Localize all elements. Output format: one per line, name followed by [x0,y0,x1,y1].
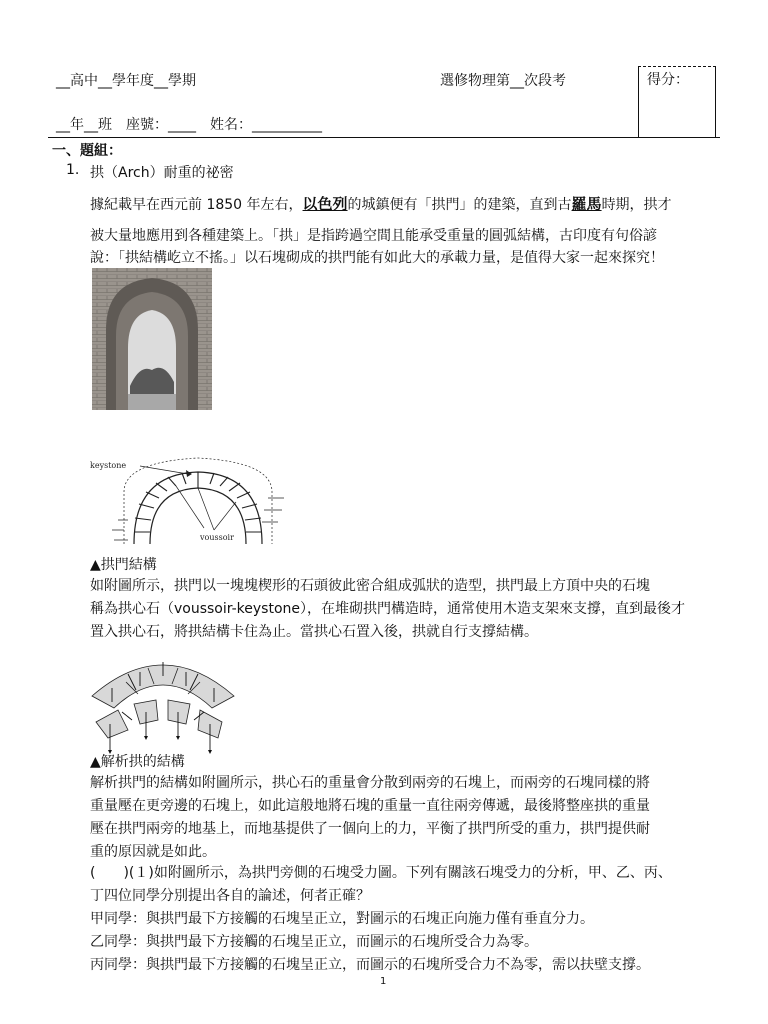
voussoir-label: voussoir [200,533,234,542]
question-number: 1. [66,162,80,178]
analysis-line-3: 壓在拱門兩旁的地基上，而地基提供了一個向上的力，平衡了拱門所受的重力，拱門提供耐 [90,821,650,837]
caption-arch-structure: ▲拱門結構 [90,557,157,573]
rome-emphasis: 羅馬 [571,195,602,213]
structure-line-2: 稱為拱心石（voussoir-keystone），在堆砌拱門構造時，通常使用木造支架來支撐，直到最後才 [90,601,686,617]
analysis-line-1: 解析拱門的結構如附圖所示，拱心石的重量會分散到兩旁的石塊上，而兩旁的石塊同樣的將 [90,775,650,791]
question-title: 拱（Arch）耐重的祕密 [90,165,234,181]
analysis-line-4: 重的原因就是如此。 [90,844,216,860]
section-title: 一、題組： [52,143,122,159]
page-number: 1 [380,976,387,987]
arch-photo [92,268,212,410]
header-student-info: __年__班 座號：____ 姓名：__________ [56,117,322,133]
score-label: 得分： [647,72,689,88]
israel-emphasis: 以色列 [302,195,348,213]
intro-text: 時期，拱才 [601,197,672,213]
intro-line-3: 說：「拱結構屹立不搖。」以石塊砌成的拱門能有如此大的承載力量，是值得大家一起來探究！ [90,250,664,266]
intro-line-2: 被大量地應用到各種建築上。「拱」是指跨過空間且能承受重量的圓弧結構，古印度有句俗諺 [90,228,657,244]
structure-line-1: 如附圖所示，拱門以一塊塊楔形的石頭彼此密合組成弧狀的造型，拱門最上方頂中央的石塊 [90,578,650,594]
option-jia: 甲同學：與拱門最下方接觸的石塊呈正立，對圖示的石塊正向施力僅有垂直分力。 [90,911,594,927]
keystone-label: keystone [90,461,127,470]
intro-line-1 [90,192,672,217]
option-yi: 乙同學：與拱門最下方接觸的石塊呈正立，而圖示的石塊所受合力為零。 [90,934,538,950]
header-exam-title: 選修物理第__次段考 [440,73,566,89]
score-box[interactable] [638,66,716,138]
analysis-line-2: 重量壓在更旁邊的石塊上，如此這般地將石塊的重量一直往兩旁傳遞，最後將整座拱的重量 [90,798,650,814]
keystone-voussoir-diagram [88,452,308,544]
question-stem-line-2: 丁四位同學分別提出各自的論述，何者正確？ [90,888,370,904]
intro-text: 據紀載早在西元前 1850 年左右， [90,197,303,213]
arch-force-diagram [88,646,238,754]
structure-line-3: 置入拱心石，將拱結構卡住為止。當拱心石置入後，拱就自行支撐結構。 [90,624,538,640]
caption-arch-analysis: ▲解析拱的結構 [90,754,185,770]
intro-text: 的城鎮便有「拱門」的建築，直到古 [347,197,572,213]
option-bing: 丙同學：與拱門最下方接觸的石塊呈正立，而圖示的石塊所受合力不為零，需以扶壁支撐。 [90,957,650,973]
question-stem-line-1[interactable]: ( )(１)如附圖所示，為拱門旁側的石塊受力圖。下列有關該石塊受力的分析，甲、乙、丙、 [90,865,672,881]
header-school-term: __高中__學年度__學期 [56,73,196,89]
header-divider [48,137,720,138]
